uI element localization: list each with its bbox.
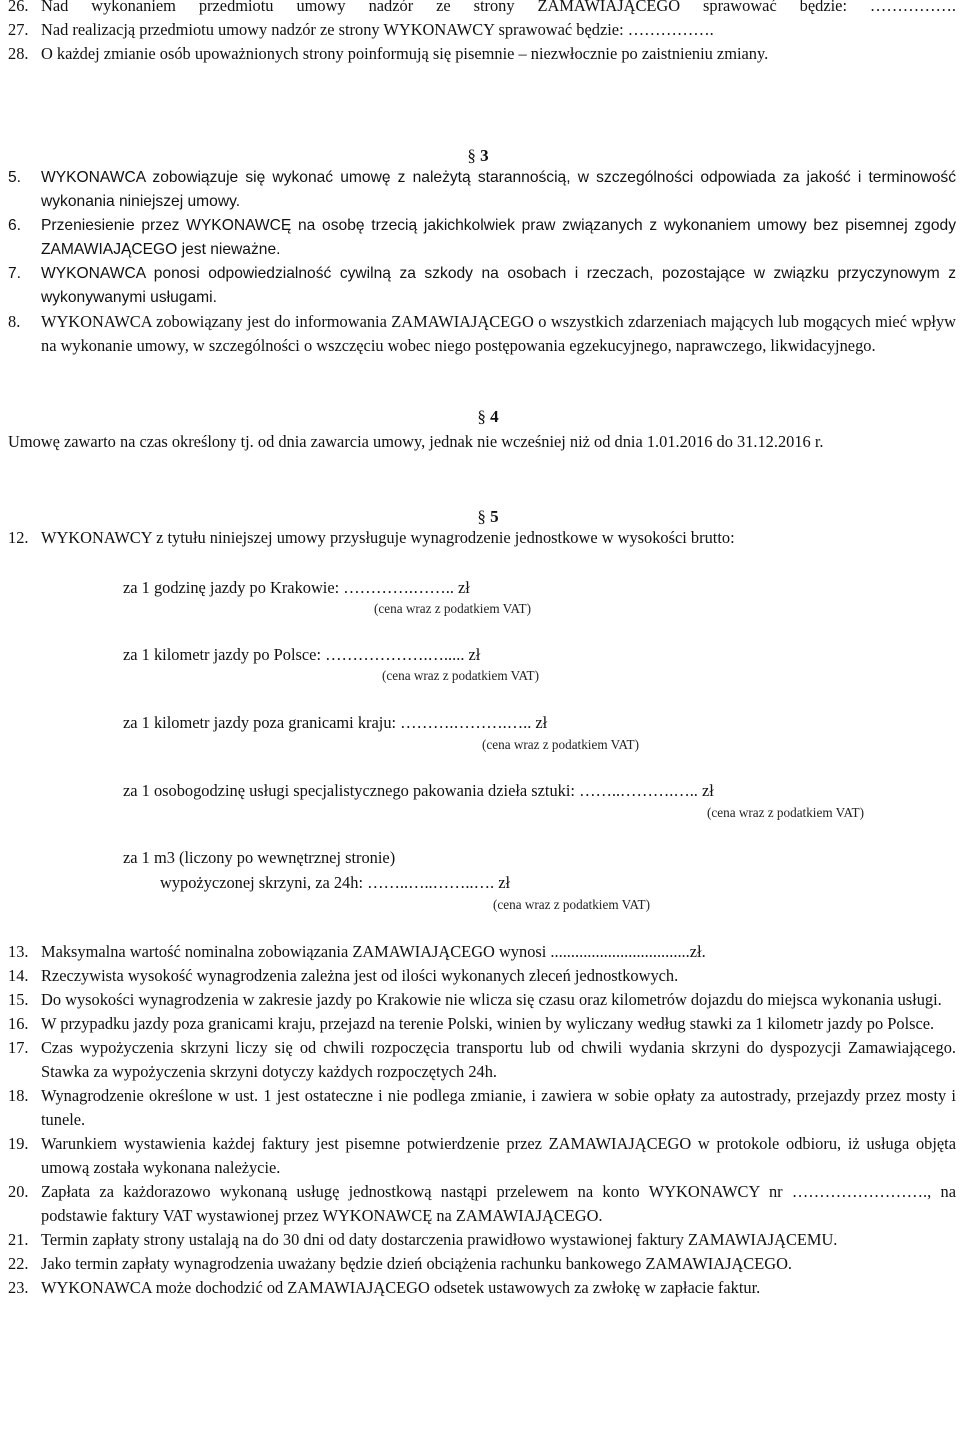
vat-note: (cena wraz z podatkiem VAT) [482,737,639,752]
item-number: 7. [8,265,22,282]
item-number: 26. [8,0,29,15]
vat-note: (cena wraz z podatkiem VAT) [382,668,539,683]
list-item [8,1228,956,1252]
item-number: 17. [8,1038,29,1057]
list-item [8,262,956,310]
item-number: 5. [8,169,22,186]
list-item [8,964,956,988]
item-number: 15. [8,990,29,1009]
rate-packing: za 1 osobogodzinę usługi specjalistycznego pakowania dzieła sztuki: ……..……….….. zł [123,781,714,800]
list-item [8,1132,956,1180]
item-number: 13. [8,942,29,961]
list-item [8,214,956,262]
item-text: Nad realizacją przedmiotu umowy nadzór ze strony WYKONAWCY sprawować będzie: ……………. [41,20,714,39]
rate-crate-line2: wypożyczonej skrzyni, za 24h: ……..…..……..…. zł [160,873,511,892]
item-number: 16. [8,1014,29,1033]
item-text: WYKONAWCA zobowiązuje się wykonać umowę z należytą starannością, w szczególności odpowiada za jakość i terminowość wykonania niniejszej umowy. [41,169,956,210]
list-item [8,940,956,964]
item-number: 19. [8,1134,29,1153]
list-item [8,166,956,214]
item-text: Zapłata za każdorazowo wykonaną usługę jednostkową nastąpi przelewem na konto WYKONAWCY nr ……………………., na podstawie faktury VAT wystawionej przez WYKONAWCĘ na ZAMAWIAJĄCEGO. [41,1182,956,1225]
item-number: 21. [8,1230,29,1249]
item-text: W przypadku jazdy poza granicami kraju, przejazd na terenie Polski, winien by wyliczany według stawki za 1 kilometr jazdy po Polsce. [41,1014,935,1033]
section-heading-3 [448,146,508,166]
section-number: 3 [480,146,489,165]
item-text: WYKONAWCA zobowiązany jest do informowania ZAMAWIAJĄCEGO o wszystkich zdarzeniach mających lub mogących mieć wpływ na wykonanie umowy, w szczególności o wszczęciu wobec niego postępowania egzekucyjnego, naprawczego, likwidacyjnego. [41,312,956,355]
list-item [8,1012,956,1036]
list-item [8,1276,956,1300]
section-symbol: § [477,507,486,526]
item-text: WYKONAWCY z tytułu niniejszej umowy przysługuje wynagrodzenie jednostkowe w wysokości brutto: [41,528,735,547]
items-bottom [8,940,956,1300]
rate-km-poland: za 1 kilometr jazdy po Polsce: ……………….…..... zł [123,645,481,664]
item-number: 6. [8,217,22,234]
section-number: 5 [490,507,499,526]
item-text: Wynagrodzenie określone w ust. 1 jest ostateczne i nie podlega zmianie, i zawiera w sobie opłaty za autostrady, przejazdy przez mosty i tunele. [41,1086,956,1129]
list-item [8,1252,956,1276]
item-number: 8. [8,312,21,331]
rate-hour-krakow: za 1 godzinę jazdy po Krakowie: ………….…….. zł [123,578,470,597]
item-text: Maksymalna wartość nominalna zobowiązania ZAMAWIAJĄCEGO wynosi ..................................zł. [41,942,706,961]
item-number: 14. [8,966,29,985]
item-number: 18. [8,1086,29,1105]
list-item [8,1036,956,1084]
rate-km-abroad: za 1 kilometr jazdy poza granicami kraju: ……….……….….. zł [123,713,548,732]
item-text: WYKONAWCA ponosi odpowiedzialność cywilną za szkody na osobach i rzeczach, pozostające w związku przyczynowym z wykonywanymi usługami. [41,265,956,306]
section-symbol: § [467,146,476,165]
list-item [8,0,956,18]
section-symbol: § [477,407,486,426]
list-item [8,310,956,358]
list-item [8,1180,956,1228]
item-number: 12. [8,528,29,547]
item-text: Rzeczywista wysokość wynagrodzenia zależna jest od ilości wykonanych zleceń jednostkowych. [41,966,679,985]
rate-crate-line1: za 1 m3 (liczony po wewnętrznej stronie) [123,848,396,867]
vat-note: (cena wraz z podatkiem VAT) [707,805,864,820]
list-item [8,1084,956,1132]
vat-note: (cena wraz z podatkiem VAT) [374,601,531,616]
item-12 [8,526,956,550]
list-item [8,18,956,42]
vat-note: (cena wraz z podatkiem VAT) [493,897,650,912]
section-heading-5 [458,507,518,527]
item-number: 28. [8,44,29,63]
item-text: Warunkiem wystawienia każdej faktury jest pisemne potwierdzenie przez ZAMAWIAJĄCEGO w protokole odbioru, iż usługa objęta umową została wykonana należycie. [41,1134,956,1177]
items-top [8,0,956,66]
item-text: Nad wykonaniem przedmiotu umowy nadzór ze strony ZAMAWIAJĄCEGO sprawować będzie: ……………. [41,0,956,15]
item-number: 22. [8,1254,29,1273]
section-4-text: Umowę zawarto na czas określony tj. od dnia zawarcia umowy, jednak nie wcześniej niż od dnia 1.01.2016 do 31.12.2016 r. [8,432,824,451]
item-text: O każdej zmianie osób upoważnionych strony poinformują się pisemnie – niezwłocznie po zaistnieniu zmiany. [41,44,769,63]
list-item [8,526,956,550]
item-number: 23. [8,1278,29,1297]
item-text: WYKONAWCA może dochodzić od ZAMAWIAJĄCEGO odsetek ustawowych za zwłokę w zapłacie faktur. [41,1278,761,1297]
section-number: 4 [490,407,499,426]
item-text: Przeniesienie przez WYKONAWCĘ na osobę trzecią jakichkolwiek praw związanych z wykonaniem umowy bez pisemnej zgody ZAMAWIAJĄCEGO jest nieważne. [41,217,956,258]
item-text: Do wysokości wynagrodzenia w zakresie jazdy po Krakowie nie wlicza się czasu oraz kilometrów dojazdu do miejsca wykonania usługi. [41,990,942,1009]
item-number: 27. [8,20,29,39]
item-text: Termin zapłaty strony ustalają na do 30 dni od daty dostarczenia prawidłowo wystawionej faktury ZAMAWIAJĄCEMU. [41,1230,838,1249]
item-text: Czas wypożyczenia skrzyni liczy się od chwili rozpoczęcia transportu lub od chwili wydania skrzyni do dyspozycji Zamawiającego. Stawka za wypożyczenia skrzyni dotyczy każdych rozpoczętych 24h. [41,1038,956,1081]
item-number: 20. [8,1182,29,1201]
item-text: Jako termin zapłaty wynagrodzenia uważany będzie dzień obciążenia rachunku bankowego ZAMAWIAJĄCEGO. [41,1254,793,1273]
list-item [8,42,956,66]
list-item [8,988,956,1012]
section-heading-4 [458,407,518,427]
items-section-3 [8,166,956,358]
